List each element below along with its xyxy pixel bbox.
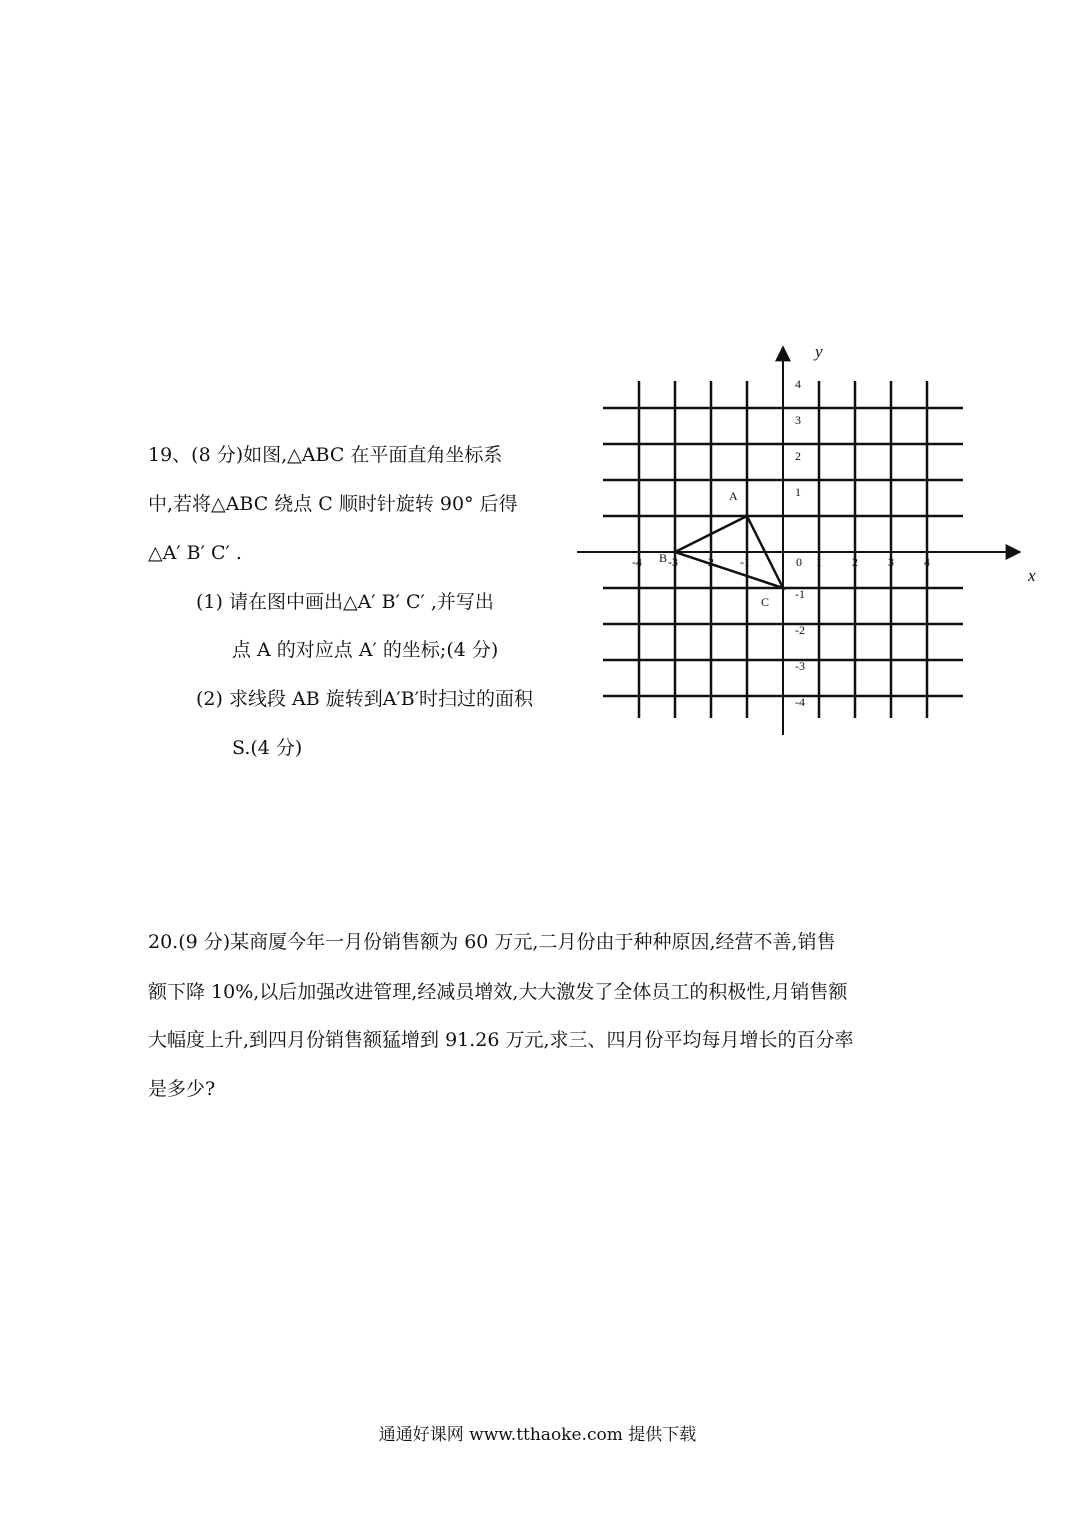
- y-tick-label: 3: [795, 413, 801, 427]
- q19-line-3: △A′ B′ C′ .: [148, 542, 242, 564]
- q19-part2-line-1: (2) 求线段 AB 旋转到A′B′时扫过的面积: [196, 688, 534, 710]
- x-tick-label: 2: [852, 555, 858, 569]
- y-tick-labels: [795, 377, 805, 709]
- x-tick-label: 3: [888, 555, 894, 569]
- point-label-c: C: [761, 595, 770, 609]
- x-axis-label: x: [1028, 566, 1036, 585]
- q19-part2-line-2: S.(4 分): [232, 737, 303, 759]
- q20-line-1: 20.(9 分)某商厦今年一月份销售额为 60 万元,二月份由于种种原因,经营不善,销售: [148, 931, 836, 953]
- footer-source: 通通好课网 www.tthaoke.com 提供下载: [378, 1425, 697, 1445]
- x-tick-label: -4: [632, 555, 642, 569]
- x-tick-label: -3: [668, 555, 678, 569]
- x-tick-label: 4: [924, 555, 930, 569]
- x-tick-label: -1: [740, 555, 750, 569]
- y-axis-label: y: [815, 342, 823, 361]
- q20-line-3: 大幅度上升,到四月份销售额猛增到 91.26 万元,求三、四月份平均每月增长的百分率: [148, 1029, 854, 1051]
- q20-line-4: 是多少?: [148, 1078, 216, 1100]
- point-label-a: A: [729, 489, 738, 503]
- q20-line-2: 额下降 10%,以后加强改进管理,经减员增效,大大激发了全体员工的积极性,月销售额: [148, 981, 848, 1003]
- y-tick-label: 1: [795, 485, 801, 499]
- q19-part1-line-1: (1) 请在图中画出△A′ B′ C′ ,并写出: [196, 591, 494, 613]
- y-tick-label: -3: [795, 659, 805, 673]
- y-tick-label: -4: [795, 695, 805, 709]
- x-tick-label: 0: [796, 555, 802, 569]
- q19-part1-line-2: 点 A 的对应点 A′ 的坐标;(4 分): [232, 639, 499, 661]
- x-tick-label: -2: [704, 555, 714, 569]
- x-tick-label: 1: [816, 555, 822, 569]
- y-tick-label: -2: [795, 623, 805, 637]
- point-label-b: B: [659, 551, 668, 565]
- y-tick-label: 4: [795, 377, 801, 391]
- x-tick-labels: [632, 555, 930, 569]
- q19-line-2: 中,若将△ABC 绕点 C 顺时针旋转 90° 后得: [148, 493, 518, 515]
- y-tick-label: 2: [795, 449, 801, 463]
- y-tick-label: -1: [795, 587, 805, 601]
- q19-line-1: 19、(8 分)如图,△ABC 在平面直角坐标系: [148, 444, 503, 466]
